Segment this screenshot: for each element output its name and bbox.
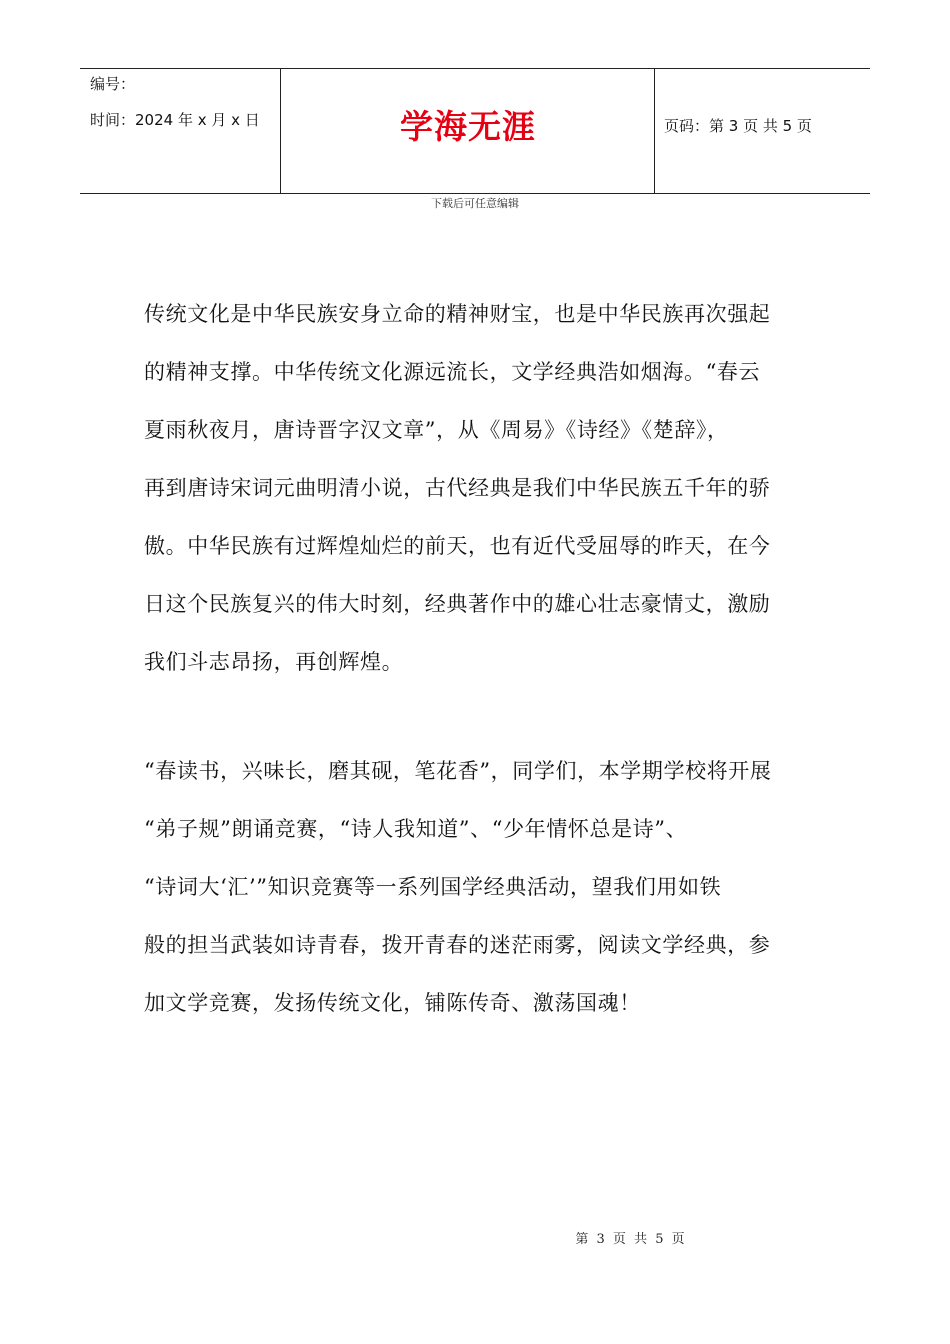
page-info-label: 页码：第 3 页 共 5 页 <box>664 117 812 135</box>
date-label: 时间：2024 年 x 月 x 日 <box>90 111 260 129</box>
paragraph-line: “春读书，兴味长，磨其砚，笔花香”，同学们，本学期学校将开展 <box>144 759 772 783</box>
body-paragraph-1 <box>144 285 814 691</box>
paragraph-line: 傲。中华民族有过辉煌灿烂的前天，也有近代受屈辱的昨天，在今 <box>144 534 771 558</box>
header-title-cell <box>281 69 655 193</box>
header-left-cell <box>80 69 281 193</box>
paragraph-line: 的精神支撑。中华传统文化源远流长，文学经典浩如烟海。“春云 <box>144 360 761 384</box>
brand-title: 学海无涯 <box>400 107 536 146</box>
paragraph-line: “诗词大‘汇’”知识竞赛等一系列国学经典活动，望我们用如铁 <box>144 875 722 899</box>
paragraph-line: 加文学竞赛，发扬传统文化，铺陈传奇、激荡国魂！ <box>144 991 641 1015</box>
editable-note: 下载后可任意编辑 <box>431 197 519 210</box>
footer-page-number: 第 3 页 共 5 页 <box>575 1232 687 1247</box>
paragraph-line: 夏雨秋夜月，唐诗晋字汉文章”，从《周易》《诗经》《楚辞》， <box>144 418 729 442</box>
serial-number-label: 编号： <box>90 75 136 93</box>
document-header-table <box>80 68 870 194</box>
body-paragraph-2 <box>144 742 814 1032</box>
paragraph-line: 般的担当武装如诗青春，拨开青春的迷茫雨雾，阅读文学经典，参 <box>144 933 771 957</box>
paragraph-line: 再到唐诗宋词元曲明清小说，古代经典是我们中华民族五千年的骄 <box>144 476 771 500</box>
paragraph-line: 日这个民族复兴的伟大时刻，经典著作中的雄心壮志豪情丈，激励 <box>144 592 771 616</box>
paragraph-line: 我们斗志昂扬，再创辉煌。 <box>144 650 404 674</box>
paragraph-line: 传统文化是中华民族安身立命的精神财宝，也是中华民族再次强起 <box>144 302 771 326</box>
header-right-cell <box>655 69 870 193</box>
paragraph-line: “弟子规”朗诵竞赛，“诗人我知道”、“少年情怀总是诗”、 <box>144 817 688 841</box>
